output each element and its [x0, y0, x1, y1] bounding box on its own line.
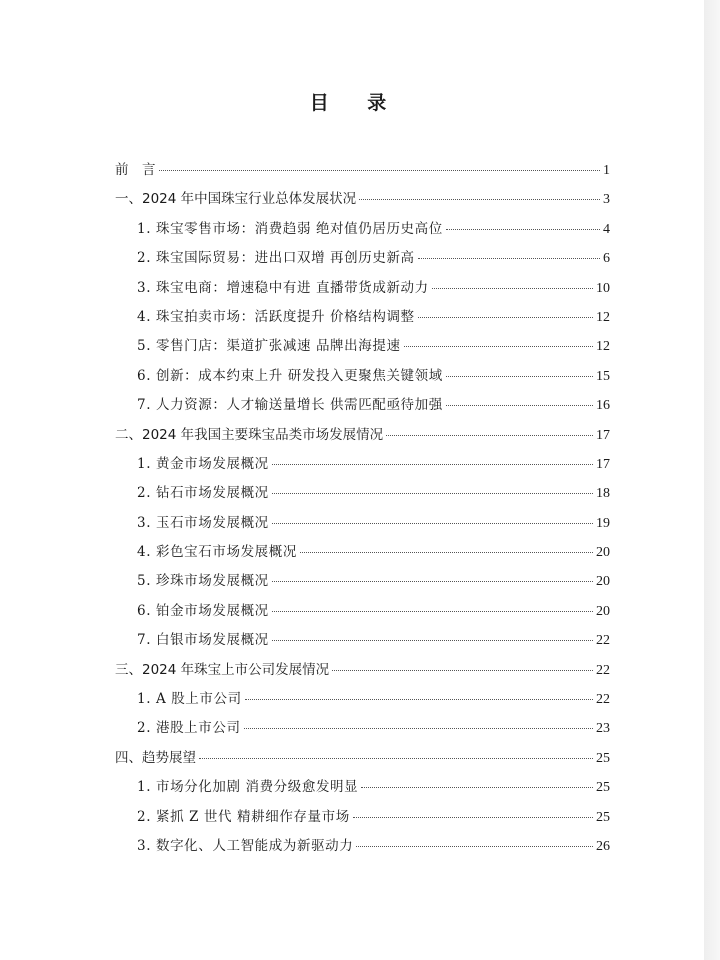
toc-entry-page: 15: [596, 368, 610, 384]
dot-leader: [359, 198, 600, 200]
toc-entry-label: 1. 黄金市场发展概况: [137, 455, 269, 472]
toc-section-4[interactable]: [115, 744, 610, 773]
toc-entry-page: 19: [596, 515, 610, 531]
dot-leader: [272, 492, 593, 494]
dot-leader: [272, 639, 593, 641]
toc-subentry[interactable]: [115, 362, 610, 391]
toc-entry-label: 三、2024 年珠宝上市公司发展情况: [115, 661, 330, 678]
toc-entry-page: 4: [603, 221, 610, 237]
toc-entry-page: 16: [596, 398, 610, 414]
dot-leader: [245, 698, 593, 700]
toc-entry-page: 26: [596, 838, 610, 854]
dot-leader: [272, 610, 593, 612]
toc-entry-label: 7. 白银市场发展概况: [137, 632, 269, 649]
dot-leader: [300, 551, 593, 553]
dot-leader: [446, 375, 593, 377]
page-edge: [704, 0, 720, 960]
toc-entry-label: 1. 珠宝零售市场：消费趋弱 绝对值仍居历史高位: [137, 220, 443, 237]
toc-entry-label: 3. 珠宝电商：增速稳中有进 直播带货成新动力: [137, 279, 429, 296]
toc-entry-label: 4. 珠宝拍卖市场：活跃度提升 价格结构调整: [137, 308, 415, 325]
toc-entry-page: 6: [603, 251, 610, 267]
dot-leader: [332, 669, 593, 671]
toc-subentry[interactable]: [115, 685, 610, 714]
dot-leader: [432, 287, 593, 289]
dot-leader: [418, 316, 593, 318]
toc-entry-page: 10: [596, 280, 610, 296]
toc-entry-page: 22: [596, 692, 610, 708]
toc-subentry[interactable]: [115, 479, 610, 508]
toc-entry-page: 17: [596, 427, 610, 443]
toc-section-1[interactable]: [115, 185, 610, 214]
toc-entry-label: 3. 数字化、人工智能成为新驱动力: [137, 837, 354, 854]
toc-entry-page: 17: [596, 456, 610, 472]
toc-entry-label: 5. 零售门店：渠道扩张减速 品牌出海提速: [137, 338, 401, 355]
toc-subentry[interactable]: [115, 538, 610, 567]
dot-leader: [418, 257, 600, 259]
toc-entry-page: 1: [603, 163, 610, 178]
dot-leader: [159, 169, 601, 171]
toc-subentry[interactable]: [115, 714, 610, 743]
toc-entry-page: 22: [596, 662, 610, 678]
toc-entry-label: 2. 钻石市场发展概况: [137, 485, 269, 502]
toc-entry-label: 1. A 股上市公司: [137, 691, 242, 708]
toc-entry-label: 前 言: [115, 162, 156, 178]
toc-title: 目 录: [309, 92, 403, 114]
toc-subentry[interactable]: [115, 509, 610, 538]
toc-subentry[interactable]: [115, 450, 610, 479]
dot-leader: [353, 816, 593, 818]
toc-entry-label: 2. 港股上市公司: [137, 720, 241, 737]
toc-subentry[interactable]: [115, 244, 610, 273]
toc-entry-page: 18: [596, 486, 610, 502]
toc-subentry[interactable]: [115, 303, 610, 332]
toc-subentry[interactable]: [115, 215, 610, 244]
toc-subentry[interactable]: [115, 274, 610, 303]
dot-leader: [244, 727, 593, 729]
table-of-contents: [115, 156, 610, 861]
toc-entry-page: 12: [596, 339, 610, 355]
toc-entry-page: 25: [596, 780, 610, 796]
toc-subentry[interactable]: [115, 597, 610, 626]
toc-subentry[interactable]: [115, 803, 610, 832]
dot-leader: [404, 345, 593, 347]
toc-subentry[interactable]: [115, 832, 610, 861]
toc-entry-label: 7. 人力资源：人才输送量增长 供需匹配亟待加强: [137, 397, 443, 414]
toc-entry-page: 12: [596, 309, 610, 325]
toc-entry-page: 3: [603, 192, 610, 208]
toc-entry-page: 22: [596, 633, 610, 649]
dot-leader: [272, 463, 593, 465]
toc-subentry[interactable]: [115, 567, 610, 596]
toc-section-2[interactable]: [115, 421, 610, 450]
toc-entry-label: 1. 市场分化加剧 消费分级愈发明显: [137, 779, 359, 796]
toc-entry-page: 20: [596, 574, 610, 590]
toc-entry-label: 2. 紧抓 Z 世代 精耕细作存量市场: [137, 808, 350, 825]
toc-entry-label: 3. 玉石市场发展概况: [137, 514, 269, 531]
toc-entry-page: 25: [596, 750, 610, 766]
toc-subentry[interactable]: [115, 332, 610, 361]
toc-entry-label: 4. 彩色宝石市场发展概况: [137, 544, 297, 561]
toc-entry-label: 6. 铂金市场发展概况: [137, 602, 269, 619]
toc-entry-label: 一、2024 年中国珠宝行业总体发展状况: [115, 191, 357, 208]
toc-entry-preface[interactable]: [115, 156, 610, 185]
dot-leader: [446, 404, 593, 406]
dot-leader: [446, 228, 600, 230]
toc-subentry[interactable]: [115, 773, 610, 802]
toc-entry-label: 5. 珍珠市场发展概况: [137, 573, 269, 590]
dot-leader: [356, 845, 593, 847]
toc-section-3[interactable]: [115, 656, 610, 685]
toc-entry-page: 23: [596, 721, 610, 737]
dot-leader: [386, 434, 593, 436]
dot-leader: [272, 580, 593, 582]
toc-entry-label: 2. 珠宝国际贸易：进出口双增 再创历史新高: [137, 250, 415, 267]
toc-entry-page: 20: [596, 545, 610, 561]
toc-entry-label: 6. 创新：成本约束上升 研发投入更聚焦关键领域: [137, 367, 443, 384]
dot-leader: [199, 757, 593, 759]
toc-entry-label: 四、趋势展望: [115, 749, 196, 766]
toc-entry-label: 二、2024 年我国主要珠宝品类市场发展情况: [115, 426, 384, 443]
toc-subentry[interactable]: [115, 391, 610, 420]
dot-leader: [272, 522, 593, 524]
toc-entry-page: 25: [596, 809, 610, 825]
toc-entry-page: 20: [596, 603, 610, 619]
dot-leader: [361, 786, 593, 788]
toc-subentry[interactable]: [115, 626, 610, 655]
